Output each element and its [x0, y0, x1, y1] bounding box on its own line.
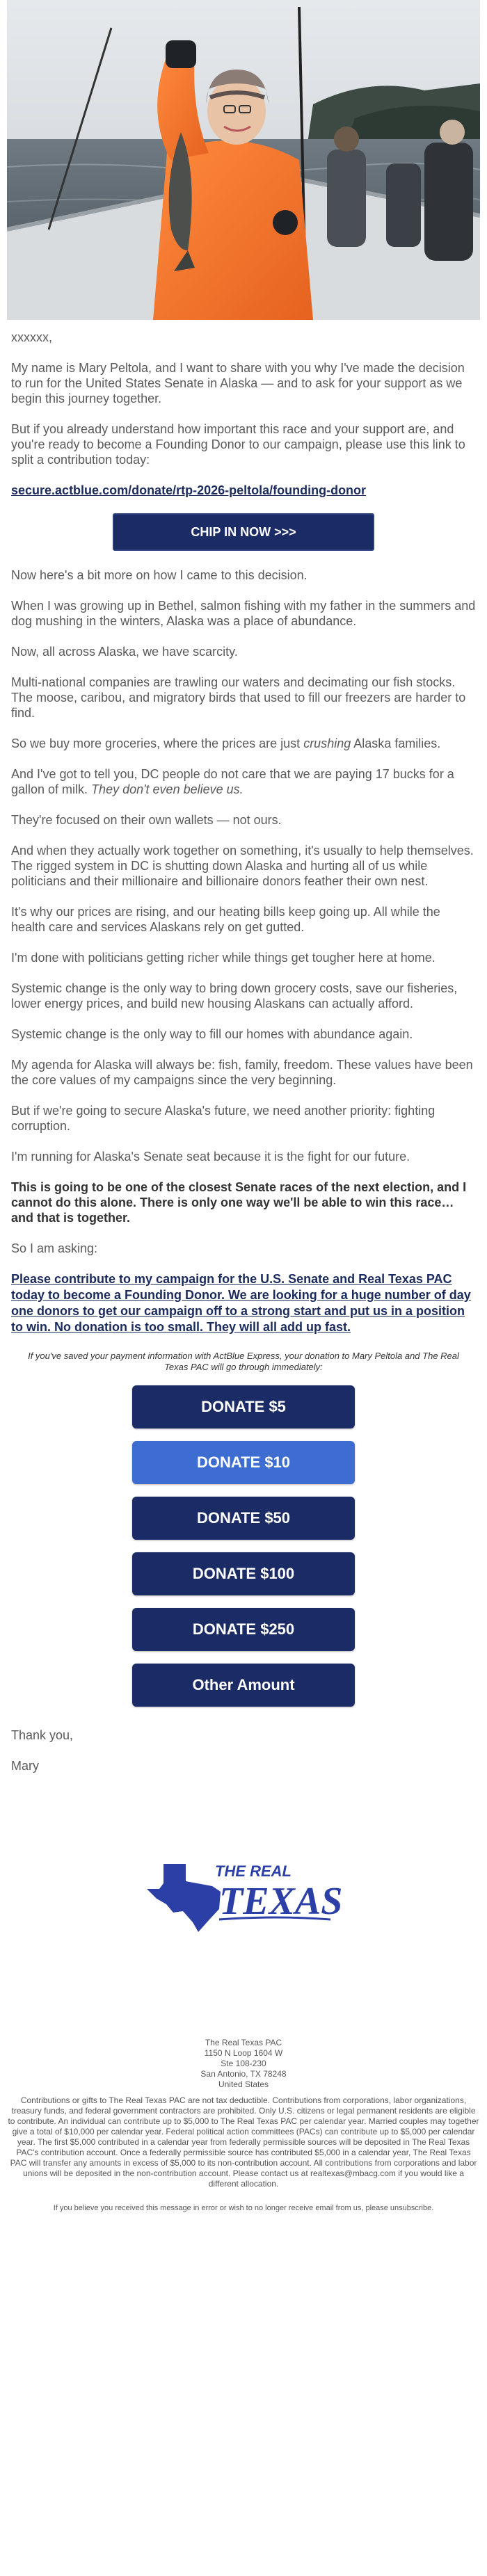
- founding-donor-link[interactable]: secure.actblue.com/donate/rtp-2026-peltola/founding-donor: [11, 483, 367, 497]
- signoff-thanks: Thank you,: [11, 1728, 74, 1742]
- emphasis-crushing: crushing: [303, 736, 351, 750]
- paragraph-systemic-2: Systemic change is the only way to fill our homes with abundance again.: [11, 1027, 413, 1041]
- hero-photo: [7, 0, 480, 320]
- chip-in-button[interactable]: CHIP IN NOW >>>: [113, 513, 374, 551]
- donate-50-button[interactable]: DONATE $50: [132, 1497, 355, 1540]
- paragraph-asking: So I am asking:: [11, 1241, 98, 1255]
- address-line: San Antonio, TX 78248: [200, 2069, 287, 2079]
- footer-disclaimer: Contributions or gifts to The Real Texas PAC are not tax deductible. Contributions from corporations, labor organizations, treasury funds, and federal government contractors are prohibited. Only U.S. citizens or legal permanent residents are eligible to contribute. An individual can contribute up to $5,000 to The Real Texas PAC per calendar year. Married couples may together give a total of $10,000 per calendar year. Federal political action committees (PACs) can contribute up to $5,000 per calendar year. The first $5,000 contributed in a calendar year from federally permissible sources will be deposited in The Real Texas PAC's contribution account. Once a federally permissible source has contributed $5,000 in a calendar year, The Real Texas PAC will transfer any amounts in excess of $5,000 to its non-contribution account. All contributions from corporations and labor unions will be deposited in the non-contribution account. Please contact us at realtexas@mbacg.com if you would like a different allocation.: [8, 2095, 479, 2189]
- express-note: If you've saved your payment information with ActBlue Express, your donation to Mary Peltola and The Real Texas PAC will go through immediately:: [28, 1351, 459, 1372]
- donate-button-list: [11, 1385, 476, 1707]
- paragraph-multinational: Multi-national companies are trawling our waters and decimating our fish stocks. The moose, caribou, and migratory birds that used to fill our freezers are harder to find.: [11, 675, 466, 720]
- paragraph-wallets: They're focused on their own wallets — not ours.: [11, 813, 282, 827]
- address-line: The Real Texas PAC: [205, 2038, 282, 2047]
- paragraph-dc: And I've got to tell you, DC people do not care that we are paying 17 bucks for a gallon of milk. They don't even believe us.: [11, 767, 454, 796]
- paragraph-decision: Now here's a bit more on how I came to this decision.: [11, 568, 308, 582]
- greeting: xxxxxx,: [11, 330, 53, 344]
- paragraph-intro: My name is Mary Peltola, and I want to share with you why I've made the decision to run for the United States Senate in Alaska — and to ask for your support as we begin this journey together.: [11, 361, 465, 405]
- signoff-name: Mary: [11, 1759, 39, 1773]
- real-texas-logo: [143, 1850, 344, 1933]
- unsubscribe-text[interactable]: If you believe you received this message in error or wish to no longer receive email from us, please unsubscribe.: [53, 2204, 434, 2212]
- address-line: Ste 108-230: [221, 2059, 266, 2068]
- paragraph-groceries: So we buy more groceries, where the prices are just crushing Alaska families.: [11, 736, 441, 750]
- paragraph-systemic-1: Systemic change is the only way to bring down grocery costs, save our fisheries, lower energy prices, and build new housing Alaskans can actually afford.: [11, 981, 458, 1011]
- paragraph-scarcity: Now, all across Alaska, we have scarcity.: [11, 645, 238, 659]
- address-line: 1150 N Loop 1604 W: [204, 2048, 283, 2058]
- emphasis-dont-believe: They don't even believe us.: [91, 782, 244, 796]
- paragraph-prices: It's why our prices are rising, and our heating bills keep going up. All while the health care and services Alaskans rely on get gutted.: [11, 905, 440, 934]
- paragraph-rigged: And when they actually work together on something, it's usually to help themselves. The rigged system in DC is shutting down Alaska and hurting all of us while politicians and their millionaire and billionaire donors feather their own nest.: [11, 844, 474, 888]
- donate-250-button[interactable]: DONATE $250: [132, 1608, 355, 1651]
- paragraph-corruption: But if we're going to secure Alaska's future, we need another priority: fighting corruption.: [11, 1104, 436, 1133]
- paragraph-done: I'm done with politicians getting richer while things get tougher here at home.: [11, 951, 436, 965]
- paragraph-founding: But if you already understand how important this race and your support are, and you're ready to become a Founding Donor to our campaign, please use this link to split a contribution today:: [11, 422, 465, 467]
- paragraph-running: I'm running for Alaska's Senate seat because it is the fight for our future.: [11, 1150, 410, 1164]
- donate-other-button[interactable]: Other Amount: [132, 1664, 355, 1707]
- donate-10-button[interactable]: DONATE $10: [132, 1441, 355, 1484]
- footer: [0, 2038, 487, 2214]
- footer-address: [0, 2038, 487, 2090]
- paragraph-closest: This is going to be one of the closest Senate races of the next election, and I cannot do this alone. There is only one way we'll be able to win this race… and that is together.: [11, 1180, 467, 1225]
- paragraph-agenda: My agenda for Alaska will always be: fish, family, freedom. These values have been the core values of my campaigns since the very beginning.: [11, 1058, 473, 1087]
- contribute-link[interactable]: Please contribute to my campaign for the U.S. Senate and Real Texas PAC today to become a Founding Donor. We are looking for a huge number of day one donors to get our campaign off to a strong start and put us in a position to win. No donation is too small. They will all add up fast.: [11, 1272, 471, 1334]
- donate-100-button[interactable]: DONATE $100: [132, 1552, 355, 1595]
- address-line: United States: [218, 2079, 269, 2089]
- paragraph-bethel: When I was growing up in Bethel, salmon fishing with my father in the summers and dog mushing in the winters, Alaska was a place of abundance.: [11, 599, 476, 628]
- logo-line-1: THE REAL: [215, 1862, 292, 1880]
- logo-line-2: TEXAS: [219, 1880, 343, 1923]
- donate-5-button[interactable]: DONATE $5: [132, 1385, 355, 1428]
